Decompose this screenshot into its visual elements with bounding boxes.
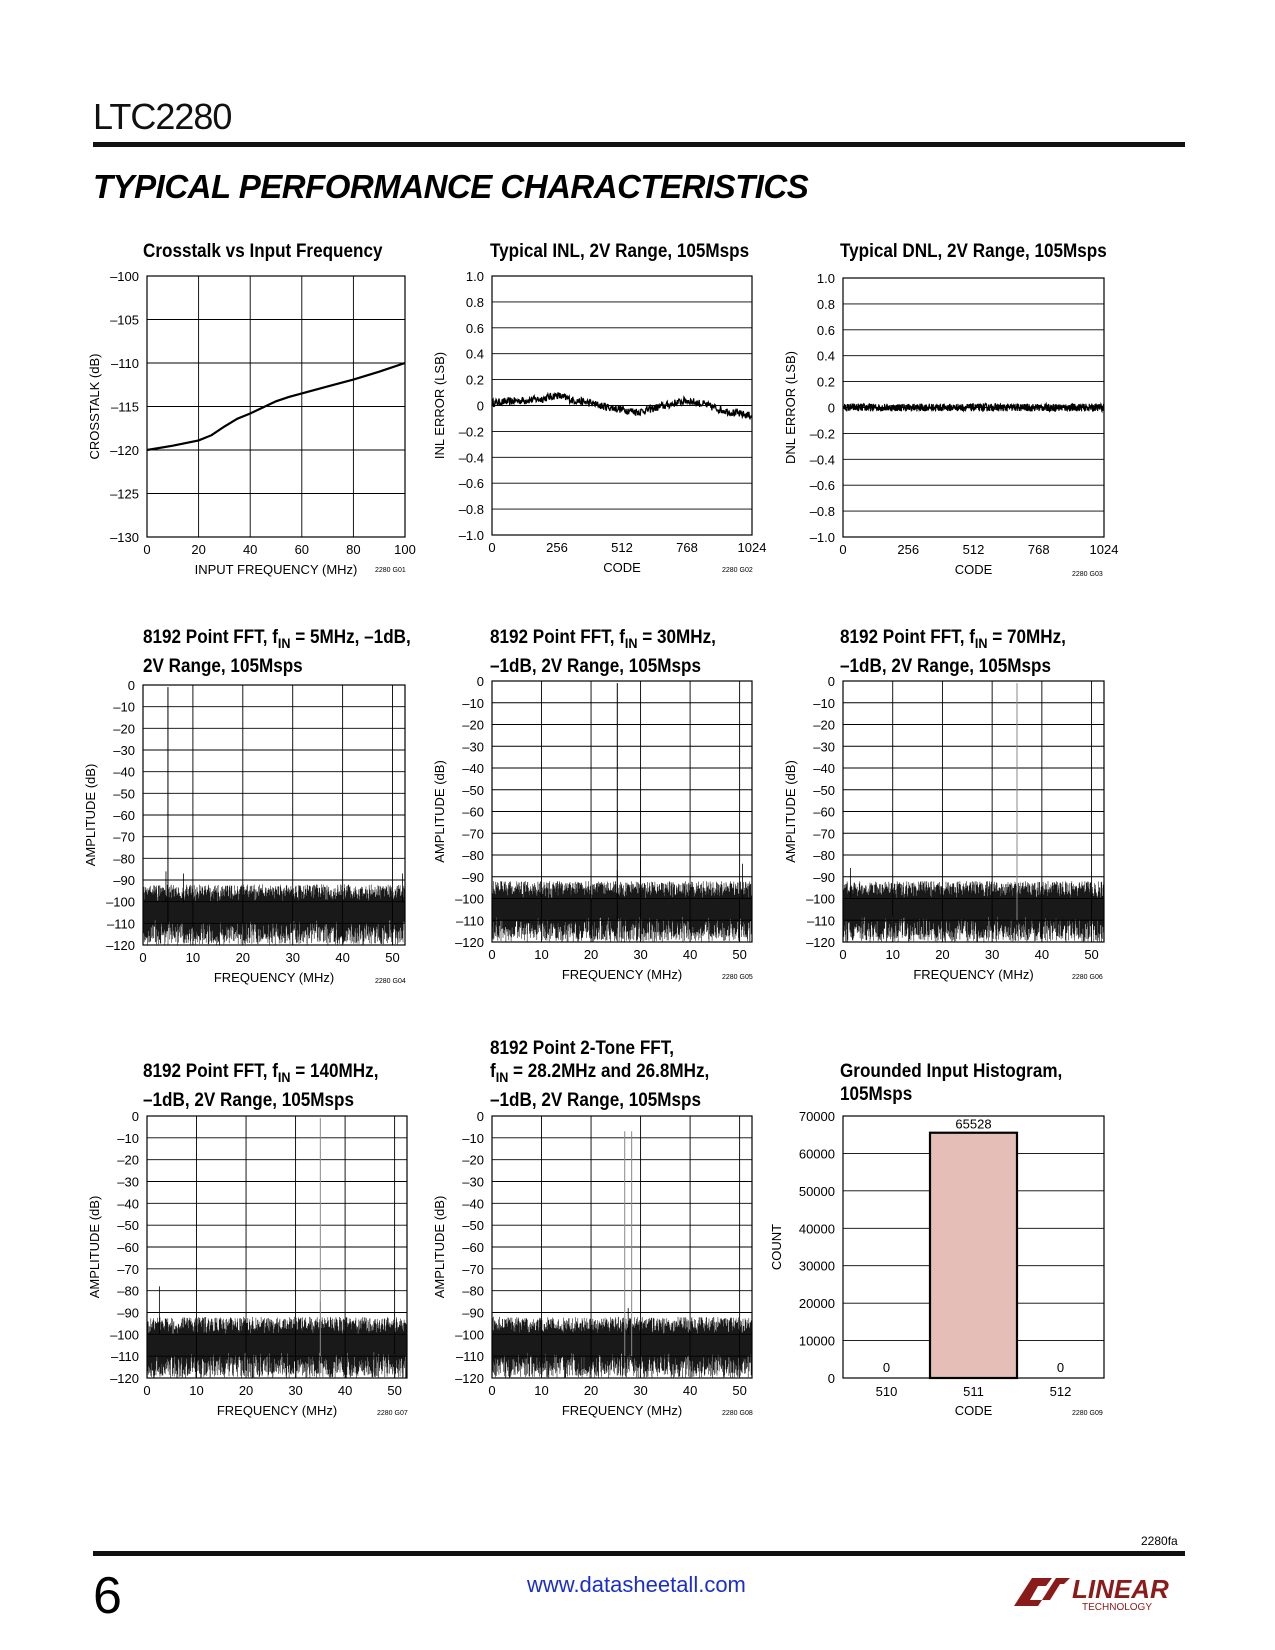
chart-g07 — [87, 1109, 407, 1418]
x-axis-label: FREQUENCY (MHz) — [913, 967, 1034, 982]
x-axis-label: INPUT FREQUENCY (MHz) — [194, 562, 358, 577]
y-tick-label: 10000 — [798, 1333, 835, 1349]
y-axis-label: AMPLITUDE (dB) — [432, 760, 447, 863]
dnl-series-line — [843, 404, 1104, 412]
y-tick-label: –0.4 — [809, 452, 835, 468]
x-tick-label: 256 — [897, 542, 920, 557]
x-tick-label: 10 — [534, 1383, 549, 1398]
figure-code-g06: 2280 G06 — [1072, 974, 1103, 981]
y-tick-label: –10 — [813, 695, 835, 711]
panel-title-text: f — [490, 1061, 496, 1082]
y-tick-label: –80 — [462, 1283, 484, 1299]
x-tick-label: 10 — [885, 947, 900, 962]
y-tick-label: –110 — [456, 913, 484, 929]
x-tick-label: 0 — [139, 950, 147, 965]
y-tick-label: 0.8 — [816, 296, 835, 312]
y-tick-label: –70 — [813, 826, 835, 842]
x-tick-label: 0 — [488, 1383, 496, 1398]
fft-noise-floor — [843, 881, 1104, 942]
x-tick-label: 0 — [839, 947, 847, 962]
panel-title-sub: IN — [277, 1068, 291, 1085]
section-title: TYPICAL PERFORMANCE CHARACTERISTICS — [93, 168, 809, 205]
y-tick-label: –60 — [813, 804, 835, 820]
chart-g09 — [769, 1109, 1104, 1418]
figure-code-g01: 2280 G01 — [375, 567, 406, 574]
y-tick-label: –40 — [117, 1196, 139, 1212]
y-tick-label: –30 — [462, 739, 484, 755]
x-tick-label: 20 — [583, 1383, 599, 1398]
figure-code-g03: 2280 G03 — [1072, 571, 1103, 578]
x-tick-label: 0 — [839, 542, 847, 557]
fft-noise-floor — [492, 1317, 752, 1378]
panel-title-text: 105Msps — [840, 1084, 913, 1105]
figure-code-g05: 2280 G05 — [722, 974, 753, 981]
figure-code-g04: 2280 G04 — [375, 978, 406, 985]
y-tick-label: –120 — [455, 935, 484, 950]
y-tick-label: –0.6 — [809, 478, 835, 494]
y-axis-label: INL ERROR (LSB) — [432, 351, 447, 460]
x-tick-label: 40 — [337, 1383, 353, 1398]
y-tick-label: –90 — [462, 1305, 484, 1321]
x-axis-label: FREQUENCY (MHz) — [561, 1403, 683, 1418]
y-axis-label: AMPLITUDE (dB) — [87, 1195, 102, 1299]
panel-title-text: Typical INL, 2V Range, 105Msps — [490, 241, 750, 262]
x-tick-label: 10 — [185, 950, 201, 965]
y-tick-label: –0.6 — [458, 476, 484, 492]
y-tick-label: –0.8 — [458, 502, 484, 518]
y-tick-label: –10 — [117, 1130, 139, 1146]
panel-title-text: Crosstalk vs Input Frequency — [143, 241, 383, 262]
panel-title-text: 8192 Point FFT, f — [490, 627, 625, 648]
panel-title-text: –1dB, 2V Range, 105Msps — [840, 655, 1051, 677]
figure-code-g09: 2280 G09 — [1072, 1410, 1103, 1417]
svg-text:LINEAR: LINEAR — [1072, 1574, 1169, 1604]
y-tick-label: –40 — [113, 764, 135, 780]
y-tick-label: –70 — [113, 829, 135, 845]
y-tick-label: –115 — [111, 399, 139, 415]
x-tick-label: 512 — [1049, 1384, 1072, 1399]
y-tick-label: –105 — [110, 312, 139, 328]
y-tick-label: 40000 — [798, 1221, 835, 1237]
x-tick-label: 0 — [488, 947, 496, 962]
x-tick-label: 768 — [1027, 542, 1050, 557]
fft-noise-floor — [492, 881, 752, 942]
y-tick-label: –120 — [110, 443, 139, 458]
panel-title-text: = 30MHz, — [637, 627, 716, 648]
x-tick-label: 100 — [394, 542, 416, 557]
y-tick-label: –1.0 — [458, 528, 484, 543]
y-tick-label: –70 — [462, 826, 484, 842]
y-tick-label: –100 — [455, 1327, 484, 1343]
page-number: 6 — [93, 1567, 122, 1625]
y-tick-label: –90 — [813, 869, 835, 885]
x-tick-label: 512 — [611, 540, 633, 555]
fft-noise-floor — [147, 1317, 407, 1378]
x-tick-label: 0 — [143, 542, 151, 557]
x-tick-label: 30 — [633, 1383, 648, 1398]
y-tick-label: –130 — [110, 530, 139, 545]
x-tick-label: 20 — [935, 947, 950, 962]
y-tick-label: –110 — [111, 1349, 139, 1365]
x-tick-label: 80 — [346, 542, 361, 557]
y-tick-label: –120 — [106, 938, 135, 953]
panel-title-text: 8192 Point FFT, f — [143, 627, 278, 648]
x-tick-label: 20 — [238, 1383, 254, 1398]
y-tick-label: –40 — [813, 761, 835, 776]
y-tick-label: –30 — [113, 743, 135, 758]
y-tick-label: –50 — [462, 1218, 484, 1234]
x-tick-label: 50 — [385, 950, 400, 965]
x-axis-label: FREQUENCY (MHz) — [561, 967, 683, 982]
panel-title-text: = 140MHz, — [290, 1061, 379, 1082]
y-tick-label: –50 — [117, 1218, 139, 1234]
y-tick-label: 0 — [827, 1371, 835, 1386]
figure-code-g02: 2280 G02 — [722, 567, 753, 574]
panel-title-sub: IN — [277, 634, 291, 651]
panel-title-sub: IN — [974, 634, 988, 651]
panel-title-text: –1dB, 2V Range, 105Msps — [490, 1089, 701, 1111]
y-tick-label: 0 — [476, 398, 484, 414]
fft-noise-floor — [143, 884, 405, 945]
y-tick-label: –20 — [113, 721, 135, 737]
y-tick-label: –30 — [813, 739, 835, 755]
y-axis-label: CROSSTALK (dB) — [87, 353, 102, 460]
y-tick-label: –80 — [113, 851, 135, 867]
y-tick-label: –100 — [455, 891, 484, 907]
y-tick-label: 0 — [827, 674, 835, 689]
y-tick-label: –60 — [117, 1240, 139, 1255]
panel-title-text: = 70MHz, — [987, 627, 1066, 648]
y-tick-label: –0.4 — [458, 450, 484, 466]
svg-text:TECHNOLOGY: TECHNOLOGY — [1082, 1602, 1153, 1613]
y-tick-label: 20000 — [798, 1296, 835, 1312]
y-tick-label: –10 — [462, 695, 484, 711]
x-tick-label: 60 — [294, 542, 310, 557]
y-tick-label: 0 — [131, 1109, 139, 1124]
y-tick-label: –100 — [110, 1327, 139, 1343]
x-tick-label: 50 — [732, 1383, 747, 1398]
figure-code-g07: 2280 G07 — [377, 1410, 408, 1417]
x-tick-label: 256 — [546, 540, 568, 555]
panel-title-text: –1dB, 2V Range, 105Msps — [143, 1089, 354, 1111]
panel-title-text: Grounded Input Histogram, — [840, 1061, 1063, 1082]
y-tick-label: –50 — [813, 782, 835, 798]
y-tick-label: –0.2 — [809, 426, 835, 442]
x-tick-label: 10 — [534, 947, 549, 962]
y-tick-label: 0 — [827, 400, 835, 416]
y-tick-label: –120 — [806, 935, 835, 950]
y-tick-label: –1.0 — [809, 530, 835, 545]
footer-rule — [93, 1551, 1185, 1556]
chart-g02 — [432, 269, 766, 575]
panel-title-text: –1dB, 2V Range, 105Msps — [490, 655, 701, 677]
y-tick-label: 0.6 — [465, 320, 484, 336]
y-tick-label: –120 — [110, 1371, 139, 1386]
y-tick-label: 0.4 — [465, 346, 484, 362]
y-tick-label: –20 — [117, 1152, 139, 1168]
x-tick-label: 0 — [143, 1383, 151, 1398]
y-tick-label: –70 — [462, 1261, 484, 1277]
y-tick-label: –110 — [107, 916, 135, 932]
linear-technology-logo — [1012, 1570, 1187, 1616]
y-tick-label: –80 — [462, 848, 484, 863]
y-tick-label: –50 — [462, 782, 484, 798]
y-tick-label: –100 — [110, 269, 139, 284]
y-tick-label: –30 — [462, 1174, 484, 1190]
y-tick-label: –60 — [113, 808, 135, 823]
x-tick-label: 10 — [189, 1383, 204, 1398]
y-tick-label: 0 — [476, 674, 484, 689]
x-tick-label: 1024 — [1089, 542, 1119, 557]
x-tick-label: 50 — [1084, 947, 1099, 962]
x-tick-label: 50 — [732, 947, 747, 962]
x-tick-label: 768 — [676, 540, 698, 555]
panel-title-sub: IN — [495, 1068, 509, 1085]
y-tick-label: 30000 — [798, 1258, 835, 1274]
y-tick-label: 70000 — [798, 1109, 835, 1124]
y-tick-label: –60 — [462, 804, 484, 820]
y-axis-label: AMPLITUDE (dB) — [432, 1195, 447, 1299]
y-tick-label: 1.0 — [465, 269, 484, 284]
y-tick-label: –0.2 — [458, 424, 484, 440]
x-tick-label: 511 — [963, 1384, 984, 1399]
revision-code: 2280fa — [1141, 1534, 1178, 1548]
panel-title-text: 8192 Point FFT, f — [840, 627, 975, 648]
part-number: LTC2280 — [93, 96, 232, 137]
y-tick-label: –20 — [462, 717, 484, 733]
x-tick-label: 0 — [488, 540, 496, 555]
x-tick-label: 30 — [285, 950, 300, 965]
x-tick-label: 20 — [191, 542, 206, 557]
y-tick-label: –40 — [462, 761, 484, 776]
y-tick-label: 0.2 — [816, 374, 835, 390]
y-axis-label: DNL ERROR (LSB) — [783, 351, 798, 464]
chart-g06 — [783, 674, 1104, 982]
figure-code-g08: 2280 G08 — [722, 1410, 753, 1417]
y-tick-label: –100 — [806, 891, 835, 907]
bar-value-label: 0 — [882, 1360, 891, 1375]
y-tick-label: –90 — [462, 869, 484, 885]
chart-g01 — [87, 269, 416, 577]
y-tick-label: –110 — [807, 913, 835, 929]
x-tick-label: 1024 — [737, 540, 767, 555]
x-tick-label: 20 — [583, 947, 599, 962]
panel-title-sub: IN — [624, 634, 638, 651]
x-tick-label: 30 — [984, 947, 1000, 962]
x-tick-label: 30 — [288, 1383, 303, 1398]
panel-title-text: = 5MHz, –1dB, — [290, 627, 411, 648]
chart-g04 — [83, 678, 405, 985]
y-tick-label: 0.8 — [465, 294, 484, 310]
y-tick-label: –125 — [110, 486, 139, 502]
x-tick-label: 512 — [962, 542, 985, 557]
x-tick-label: 20 — [235, 950, 251, 965]
y-tick-label: 1.0 — [816, 271, 835, 286]
y-tick-label: –10 — [113, 699, 135, 715]
y-axis-label: COUNT — [769, 1223, 784, 1271]
x-axis-label: CODE — [603, 560, 641, 575]
panel-title-text: 8192 Point FFT, f — [143, 1061, 278, 1082]
chart-g08 — [432, 1109, 752, 1418]
y-tick-label: –120 — [455, 1371, 484, 1386]
y-tick-label: –80 — [117, 1283, 139, 1299]
y-tick-label: –110 — [456, 1349, 484, 1365]
chart-g05 — [432, 674, 752, 982]
y-axis-label: AMPLITUDE (dB) — [83, 763, 98, 867]
x-tick-label: 510 — [875, 1384, 898, 1399]
x-tick-label: 50 — [387, 1383, 402, 1398]
y-tick-label: –40 — [462, 1196, 484, 1212]
panel-title-text: 8192 Point 2-Tone FFT, — [490, 1038, 675, 1059]
y-tick-label: –60 — [462, 1240, 484, 1255]
y-tick-label: –90 — [117, 1305, 139, 1321]
panel-title-text: Typical DNL, 2V Range, 105Msps — [840, 241, 1107, 262]
y-tick-label: –20 — [462, 1152, 484, 1168]
y-tick-label: –90 — [113, 873, 135, 888]
y-tick-label: –80 — [813, 848, 835, 863]
x-axis-label: FREQUENCY (MHz) — [216, 1403, 338, 1418]
bar-value-label: 65528 — [955, 1116, 992, 1132]
x-tick-label: 40 — [1034, 947, 1050, 962]
y-tick-label: 0 — [476, 1109, 484, 1124]
y-axis-label: AMPLITUDE (dB) — [783, 760, 798, 863]
x-axis-label: CODE — [954, 1403, 993, 1418]
panel-title-text: 2V Range, 105Msps — [143, 655, 303, 677]
website-link[interactable]: www.datasheetall.com — [527, 1572, 746, 1597]
bar-value-label: 0 — [1056, 1360, 1065, 1375]
x-tick-label: 40 — [682, 947, 698, 962]
x-tick-label: 40 — [242, 542, 258, 557]
y-tick-label: –10 — [462, 1130, 484, 1146]
x-tick-label: 40 — [682, 1383, 698, 1398]
y-tick-label: –0.8 — [809, 504, 835, 520]
histogram-bar — [930, 1133, 1017, 1378]
x-tick-label: 30 — [633, 947, 648, 962]
y-tick-label: –70 — [117, 1261, 139, 1277]
panel-title-text: = 28.2MHz and 26.8MHz, — [508, 1061, 710, 1082]
y-tick-label: –20 — [813, 717, 835, 733]
y-tick-label: 0 — [127, 678, 135, 693]
y-tick-label: 0.6 — [816, 322, 835, 338]
y-tick-label: 0.2 — [465, 372, 484, 388]
y-tick-label: –50 — [113, 786, 135, 802]
chart-g03 — [783, 271, 1118, 577]
y-tick-label: 0.4 — [816, 348, 835, 364]
y-tick-label: –110 — [111, 356, 139, 371]
x-axis-label: FREQUENCY (MHz) — [213, 970, 335, 985]
y-tick-label: 60000 — [798, 1146, 835, 1162]
y-tick-label: –30 — [117, 1174, 139, 1190]
x-axis-label: CODE — [954, 562, 993, 577]
y-tick-label: –100 — [106, 894, 135, 910]
x-tick-label: 40 — [335, 950, 350, 965]
y-tick-label: 50000 — [798, 1183, 835, 1199]
